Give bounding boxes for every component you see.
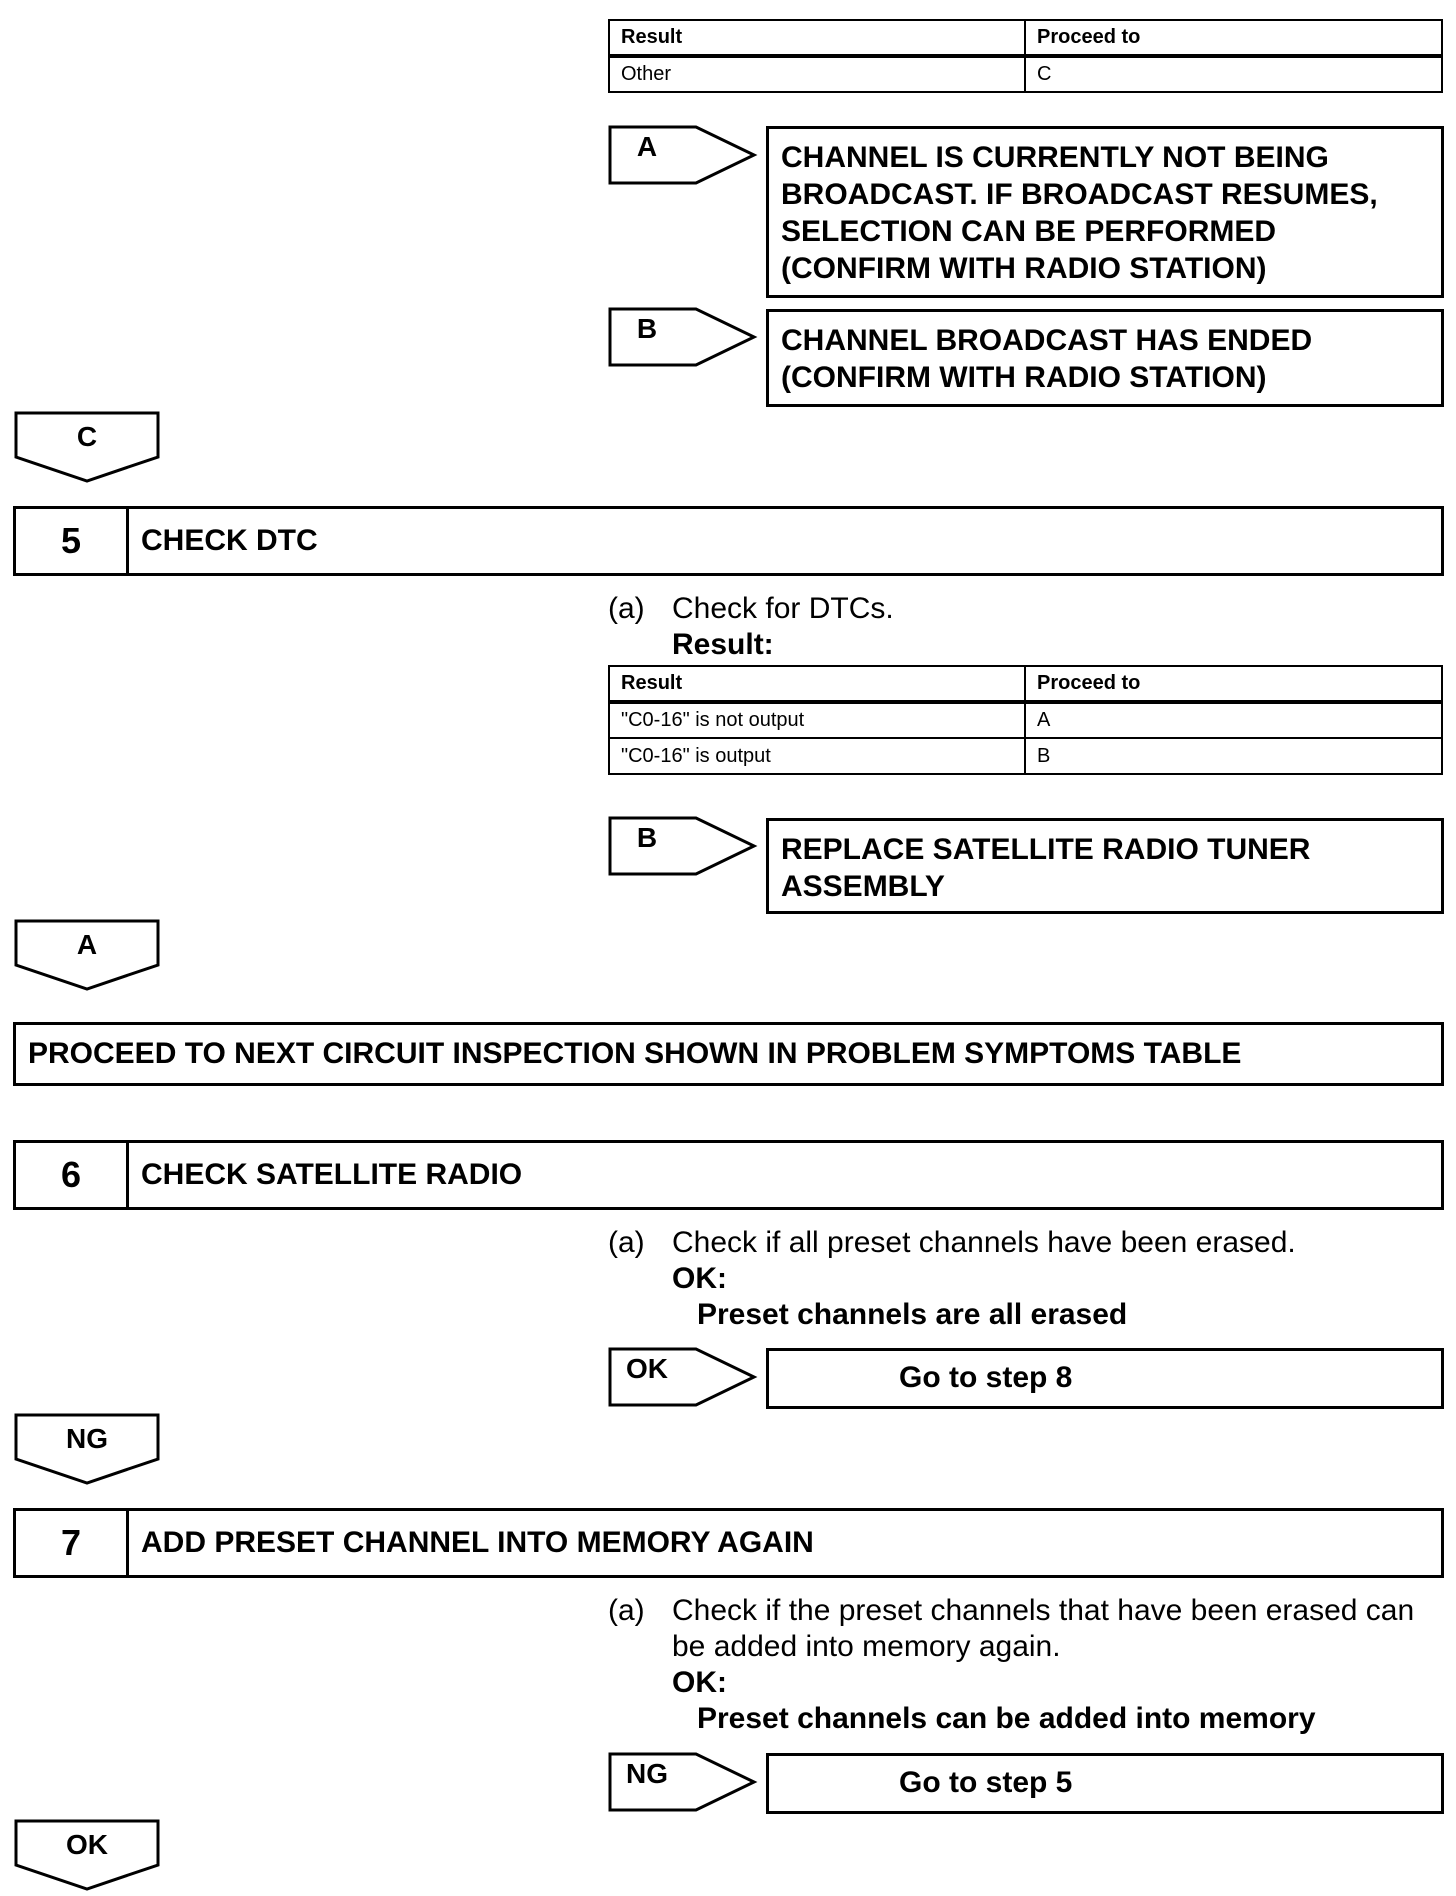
result-box-go-step-5 [766, 1753, 1444, 1814]
ok-label: OK: [672, 1262, 727, 1295]
table-cell-result: "C0-16" is output [609, 738, 1025, 774]
down-tag-label: A [76, 929, 98, 960]
step-title: CHECK DTC [141, 524, 318, 557]
step-title: CHECK SATELLITE RADIO [141, 1158, 523, 1191]
instruction-text: be added into memory again. [672, 1630, 1061, 1663]
table-header-row [609, 20, 1442, 56]
table-cell-proceed: B [1025, 738, 1442, 774]
down-tag-c [14, 411, 160, 483]
result-tag-a [608, 125, 758, 185]
result-table-1 [608, 19, 1443, 93]
step-number: 5 [16, 509, 129, 573]
result-label: Result: [672, 628, 774, 661]
table-header-result: Result [609, 666, 1025, 702]
down-tag-a [14, 919, 160, 991]
ok-condition: Preset channels are all erased [697, 1298, 1128, 1331]
ok-label: OK: [672, 1666, 727, 1699]
result-box-line: CHANNEL IS CURRENTLY NOT BEING [781, 141, 1329, 174]
step-number: 7 [16, 1511, 129, 1575]
result-tag-label: B [636, 822, 658, 853]
table-cell-result: Other [609, 56, 1025, 92]
instruction-label: (a) [608, 1594, 645, 1627]
table-row [609, 702, 1442, 738]
result-table-2 [608, 665, 1443, 775]
down-tag-ng [14, 1413, 160, 1485]
result-tag-label: NG [626, 1758, 668, 1789]
step-5-header [13, 506, 1444, 576]
table-cell-proceed: C [1025, 56, 1442, 92]
table-header-row [609, 666, 1442, 702]
result-box-line: ASSEMBLY [781, 870, 945, 903]
step-title: ADD PRESET CHANNEL INTO MEMORY AGAIN [141, 1526, 814, 1559]
result-tag-b [608, 816, 758, 876]
result-box-line: (CONFIRM WITH RADIO STATION) [781, 361, 1267, 394]
result-tag-label: OK [626, 1353, 668, 1384]
proceed-bar: PROCEED TO NEXT CIRCUIT INSPECTION SHOWN IN PROBLEM SYMPTOMS TABLE [13, 1022, 1444, 1086]
result-box-line: Go to step 8 [899, 1361, 1073, 1394]
table-row [609, 738, 1442, 774]
instruction-text: Check if the preset channels that have been erased can [672, 1594, 1415, 1627]
instruction-label: (a) [608, 592, 645, 625]
result-box-line: BROADCAST. IF BROADCAST RESUMES, [781, 178, 1378, 211]
result-box-line: REPLACE SATELLITE RADIO TUNER [781, 833, 1311, 866]
result-box-line: CHANNEL BROADCAST HAS ENDED [781, 324, 1313, 357]
step-7-header [13, 1508, 1444, 1578]
ok-condition: Preset channels can be added into memory [697, 1702, 1316, 1735]
table-row [609, 56, 1442, 92]
result-box-a [766, 126, 1444, 298]
result-tag-ok [608, 1347, 758, 1407]
instruction-text: Check for DTCs. [672, 592, 894, 625]
table-cell-result: "C0-16" is not output [609, 702, 1025, 738]
result-box-b [766, 309, 1444, 407]
step-number: 6 [16, 1143, 129, 1207]
table-header-result: Result [609, 20, 1025, 56]
result-tag-label: B [636, 313, 658, 344]
result-box-line: Go to step 5 [899, 1766, 1073, 1799]
table-cell-proceed: A [1025, 702, 1442, 738]
down-tag-label: C [76, 421, 98, 452]
step-6-header [13, 1140, 1444, 1210]
result-box-line: (CONFIRM WITH RADIO STATION) [781, 252, 1267, 285]
table-header-proceed: Proceed to [1025, 20, 1442, 56]
instruction-text: Check if all preset channels have been erased. [672, 1226, 1296, 1259]
result-tag-b [608, 307, 758, 367]
down-tag-label: NG [66, 1423, 108, 1454]
result-box-go-step-8 [766, 1348, 1444, 1409]
table-header-proceed: Proceed to [1025, 666, 1442, 702]
result-tag-ng [608, 1752, 758, 1812]
result-box-line: SELECTION CAN BE PERFORMED [781, 215, 1277, 248]
down-tag-label: OK [66, 1829, 108, 1860]
instruction-label: (a) [608, 1226, 645, 1259]
down-tag-ok [14, 1819, 160, 1891]
result-box-replace [766, 818, 1444, 914]
result-tag-label: A [636, 131, 658, 162]
